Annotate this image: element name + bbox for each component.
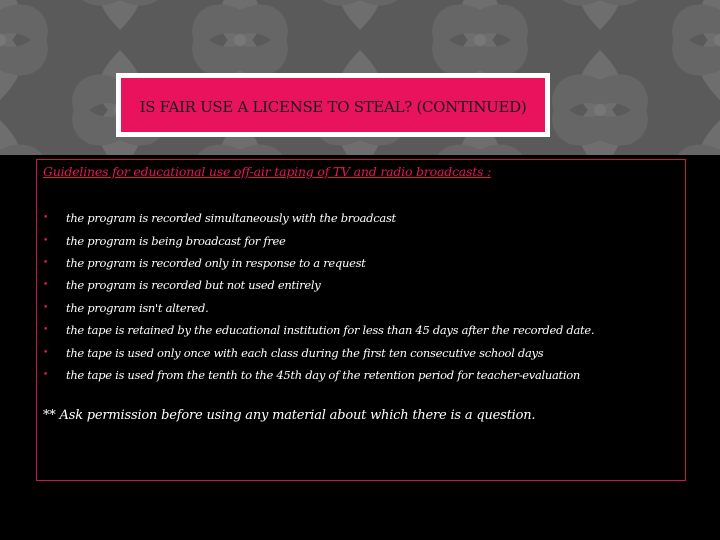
bullet-text: the program is being broadcast for free — [66, 233, 286, 248]
bullet-item — [43, 207, 594, 229]
bullet-item — [43, 297, 594, 319]
bullet-text: the tape is used only once with each class during the first ten consecutive school days — [66, 345, 544, 360]
bullet-icon: • — [43, 280, 49, 291]
bullet-icon: • — [43, 257, 49, 268]
bullet-item — [43, 341, 594, 363]
bullet-text: the program is recorded but not used entirely — [66, 278, 321, 293]
bullet-icon: • — [43, 347, 49, 358]
title-banner — [116, 73, 550, 137]
bullet-list — [43, 207, 594, 386]
bullet-item — [43, 229, 594, 251]
bullet-icon: • — [43, 325, 49, 336]
bullet-icon: • — [43, 369, 49, 380]
bullet-item — [43, 274, 594, 296]
bullet-text: the tape is retained by the educational institution for less than 45 days after the recorded date. — [66, 323, 595, 338]
bullet-text: the program is recorded only in response to a request — [66, 255, 366, 270]
bullet-item — [43, 364, 594, 386]
bullet-item — [43, 319, 594, 341]
bullet-text: the program is recorded simultaneously with the broadcast — [66, 211, 396, 226]
permission-note: ** Ask permission before using any material about which there is a question. — [43, 408, 536, 423]
bullet-text: the tape is used from the tenth to the 45th day of the retention period for teacher-evaluation — [66, 367, 580, 382]
slide-title: IS FAIR USE A LICENSE TO STEAL? (CONTINUED) — [139, 98, 527, 116]
bullet-item — [43, 252, 594, 274]
bullet-icon: • — [43, 213, 49, 224]
bullet-text: the program isn't altered. — [66, 300, 209, 315]
slide-subtitle: Guidelines for educational use off-air taping of TV and radio broadcasts : — [43, 164, 492, 179]
bullet-icon: • — [43, 302, 49, 313]
bullet-icon: • — [43, 235, 49, 246]
